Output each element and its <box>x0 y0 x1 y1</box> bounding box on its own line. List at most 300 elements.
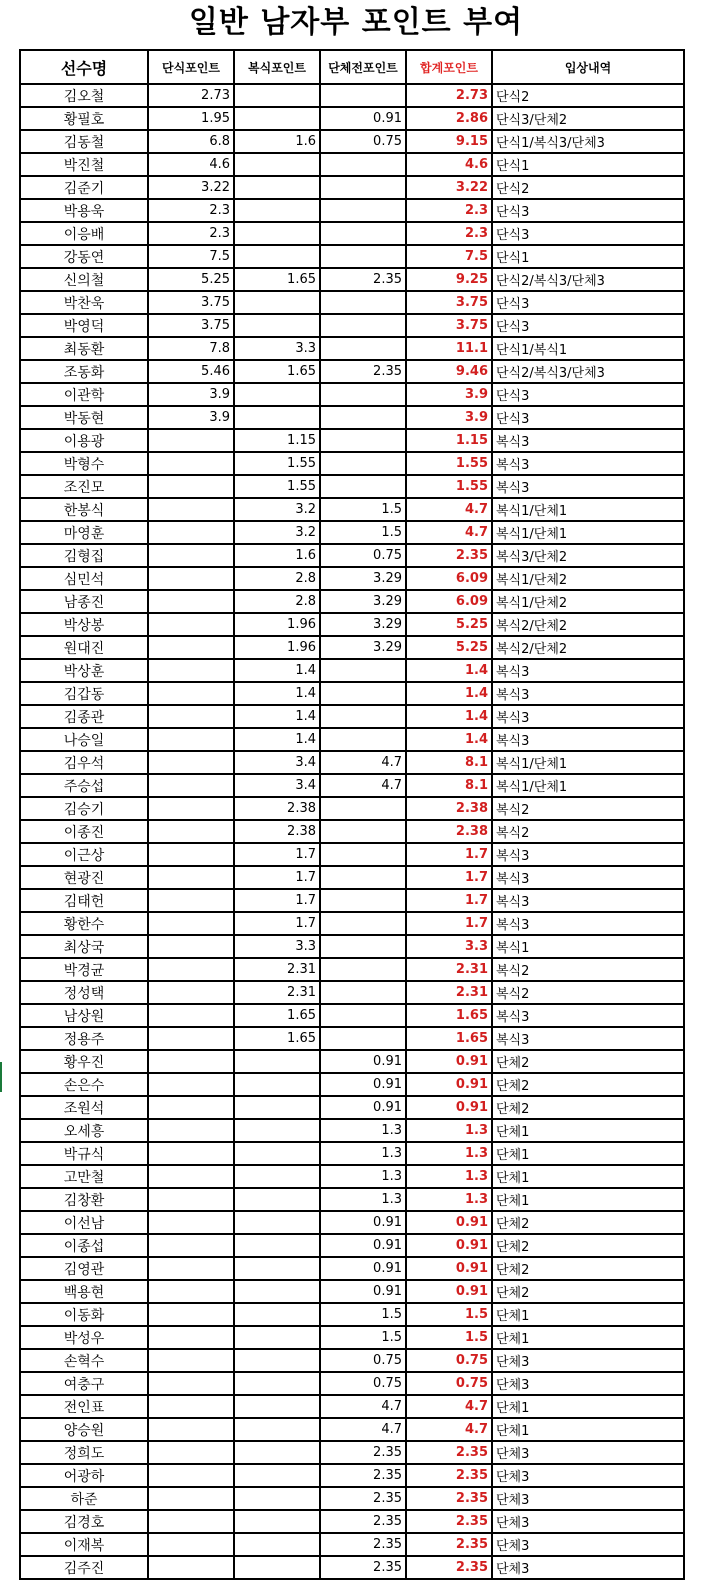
awards-cell: 단식3 <box>492 222 684 245</box>
team-points-cell <box>320 222 406 245</box>
table-row <box>20 107 684 130</box>
total-points-cell: 8.1 <box>406 774 492 797</box>
total-points-cell: 2.86 <box>406 107 492 130</box>
team-points-cell: 2.35 <box>320 1487 406 1510</box>
header-name: 선수명 <box>20 50 148 84</box>
total-points-cell: 2.35 <box>406 1533 492 1556</box>
team-points-cell: 3.29 <box>320 636 406 659</box>
total-points-cell: 2.35 <box>406 1510 492 1533</box>
player-name-cell: 이용광 <box>20 429 148 452</box>
total-points-cell: 2.31 <box>406 981 492 1004</box>
player-name-cell: 박상훈 <box>20 659 148 682</box>
team-points-cell: 2.35 <box>320 268 406 291</box>
awards-cell: 복식2/단체2 <box>492 613 684 636</box>
awards-cell: 복식3 <box>492 1027 684 1050</box>
doubles-points-cell <box>234 1510 320 1533</box>
player-name-cell: 김승기 <box>20 797 148 820</box>
singles-points-cell <box>148 498 234 521</box>
doubles-points-cell <box>234 1349 320 1372</box>
awards-cell: 복식3 <box>492 1004 684 1027</box>
table-row <box>20 176 684 199</box>
player-name-cell: 오세흥 <box>20 1119 148 1142</box>
table-row <box>20 1119 684 1142</box>
page-title: 일반 남자부 포인트 부여 <box>188 5 524 40</box>
doubles-points-cell <box>234 406 320 429</box>
total-points-cell: 4.7 <box>406 498 492 521</box>
singles-points-cell: 7.8 <box>148 337 234 360</box>
total-points-cell: 4.6 <box>406 153 492 176</box>
awards-cell: 복식2 <box>492 958 684 981</box>
table-row <box>20 475 684 498</box>
team-points-cell <box>320 981 406 1004</box>
player-name-cell: 정용주 <box>20 1027 148 1050</box>
awards-cell: 단체1 <box>492 1303 684 1326</box>
total-points-cell: 2.31 <box>406 958 492 981</box>
total-points-cell: 1.4 <box>406 705 492 728</box>
awards-cell: 단식3 <box>492 291 684 314</box>
table-row <box>20 1556 684 1579</box>
doubles-points-cell <box>234 383 320 406</box>
player-name-cell: 조진모 <box>20 475 148 498</box>
doubles-points-cell <box>234 1073 320 1096</box>
doubles-points-cell: 3.4 <box>234 774 320 797</box>
table-row <box>20 889 684 912</box>
singles-points-cell <box>148 774 234 797</box>
team-points-cell <box>320 383 406 406</box>
total-points-cell: 2.38 <box>406 820 492 843</box>
points-table <box>19 49 685 1580</box>
table-row <box>20 590 684 613</box>
table-row <box>20 1533 684 1556</box>
total-points-cell: 1.55 <box>406 475 492 498</box>
doubles-points-cell: 1.96 <box>234 636 320 659</box>
awards-cell: 단체1 <box>492 1119 684 1142</box>
doubles-points-cell: 1.55 <box>234 475 320 498</box>
table-row <box>20 1188 684 1211</box>
player-name-cell: 정성택 <box>20 981 148 1004</box>
total-points-cell: 1.55 <box>406 452 492 475</box>
total-points-cell: 0.75 <box>406 1349 492 1372</box>
singles-points-cell <box>148 728 234 751</box>
doubles-points-cell: 1.15 <box>234 429 320 452</box>
table-row <box>20 797 684 820</box>
team-points-cell: 0.91 <box>320 1257 406 1280</box>
total-points-cell: 4.7 <box>406 1418 492 1441</box>
table-row <box>20 245 684 268</box>
table-row <box>20 1280 684 1303</box>
team-points-cell <box>320 705 406 728</box>
doubles-points-cell <box>234 291 320 314</box>
doubles-points-cell <box>234 1188 320 1211</box>
total-points-cell: 3.3 <box>406 935 492 958</box>
table-row <box>20 958 684 981</box>
awards-cell: 복식2 <box>492 981 684 1004</box>
table-row <box>20 1165 684 1188</box>
total-points-cell: 0.91 <box>406 1257 492 1280</box>
singles-points-cell <box>148 1372 234 1395</box>
doubles-points-cell <box>234 1165 320 1188</box>
player-name-cell: 원대진 <box>20 636 148 659</box>
awards-cell: 단식2 <box>492 84 684 107</box>
awards-cell: 단체2 <box>492 1234 684 1257</box>
doubles-points-cell <box>234 1211 320 1234</box>
table-row <box>20 1004 684 1027</box>
team-points-cell <box>320 1027 406 1050</box>
singles-points-cell <box>148 1280 234 1303</box>
player-name-cell: 박형수 <box>20 452 148 475</box>
singles-points-cell <box>148 1211 234 1234</box>
awards-cell: 복식3 <box>492 866 684 889</box>
doubles-points-cell: 1.4 <box>234 682 320 705</box>
awards-cell: 단체2 <box>492 1073 684 1096</box>
total-points-cell: 2.35 <box>406 1441 492 1464</box>
team-points-cell <box>320 291 406 314</box>
team-points-cell: 1.3 <box>320 1165 406 1188</box>
team-points-cell: 0.75 <box>320 1372 406 1395</box>
awards-cell: 단식3 <box>492 383 684 406</box>
singles-points-cell <box>148 1165 234 1188</box>
total-points-cell: 1.3 <box>406 1142 492 1165</box>
singles-points-cell: 3.75 <box>148 314 234 337</box>
awards-cell: 단체2 <box>492 1211 684 1234</box>
total-points-cell: 3.75 <box>406 314 492 337</box>
table-row <box>20 728 684 751</box>
table-row <box>20 705 684 728</box>
player-name-cell: 마영훈 <box>20 521 148 544</box>
doubles-points-cell <box>234 176 320 199</box>
table-row <box>20 613 684 636</box>
doubles-points-cell <box>234 1533 320 1556</box>
awards-cell: 단체1 <box>492 1395 684 1418</box>
team-points-cell <box>320 153 406 176</box>
singles-points-cell <box>148 1326 234 1349</box>
singles-points-cell <box>148 889 234 912</box>
singles-points-cell <box>148 636 234 659</box>
player-name-cell: 하준 <box>20 1487 148 1510</box>
singles-points-cell <box>148 1533 234 1556</box>
doubles-points-cell: 1.7 <box>234 866 320 889</box>
table-row <box>20 820 684 843</box>
table-row <box>20 1257 684 1280</box>
player-name-cell: 정희도 <box>20 1441 148 1464</box>
team-points-cell: 3.29 <box>320 613 406 636</box>
player-name-cell: 신의철 <box>20 268 148 291</box>
total-points-cell: 3.9 <box>406 383 492 406</box>
team-points-cell <box>320 84 406 107</box>
singles-points-cell <box>148 682 234 705</box>
doubles-points-cell <box>234 1280 320 1303</box>
total-points-cell: 0.91 <box>406 1280 492 1303</box>
singles-points-cell <box>148 843 234 866</box>
team-points-cell <box>320 1004 406 1027</box>
team-points-cell: 1.3 <box>320 1119 406 1142</box>
singles-points-cell <box>148 705 234 728</box>
player-name-cell: 이종섭 <box>20 1234 148 1257</box>
team-points-cell: 0.91 <box>320 1073 406 1096</box>
player-name-cell: 조동화 <box>20 360 148 383</box>
table-row <box>20 1096 684 1119</box>
table-row <box>20 1234 684 1257</box>
table-row <box>20 199 684 222</box>
player-name-cell: 고만철 <box>20 1165 148 1188</box>
player-name-cell: 박용욱 <box>20 199 148 222</box>
team-points-cell <box>320 245 406 268</box>
awards-cell: 단체3 <box>492 1533 684 1556</box>
player-name-cell: 김종관 <box>20 705 148 728</box>
team-points-cell <box>320 314 406 337</box>
team-points-cell: 2.35 <box>320 1441 406 1464</box>
awards-cell: 단식1/복식1 <box>492 337 684 360</box>
singles-points-cell <box>148 1050 234 1073</box>
singles-points-cell <box>148 1027 234 1050</box>
awards-cell: 복식1/단체1 <box>492 774 684 797</box>
total-points-cell: 3.75 <box>406 291 492 314</box>
team-points-cell: 3.29 <box>320 590 406 613</box>
singles-points-cell: 3.75 <box>148 291 234 314</box>
doubles-points-cell: 2.8 <box>234 590 320 613</box>
total-points-cell: 11.1 <box>406 337 492 360</box>
team-points-cell <box>320 958 406 981</box>
singles-points-cell <box>148 1487 234 1510</box>
table-row <box>20 1372 684 1395</box>
player-name-cell: 심민석 <box>20 567 148 590</box>
awards-cell: 복식1/단체2 <box>492 567 684 590</box>
table-row <box>20 567 684 590</box>
player-name-cell: 주승섭 <box>20 774 148 797</box>
total-points-cell: 6.09 <box>406 567 492 590</box>
player-name-cell: 어광하 <box>20 1464 148 1487</box>
awards-cell: 복식1/단체1 <box>492 521 684 544</box>
player-name-cell: 김우석 <box>20 751 148 774</box>
player-name-cell: 박규식 <box>20 1142 148 1165</box>
team-points-cell: 2.35 <box>320 1533 406 1556</box>
team-points-cell <box>320 475 406 498</box>
singles-points-cell <box>148 958 234 981</box>
table-row <box>20 935 684 958</box>
total-points-cell: 1.3 <box>406 1188 492 1211</box>
team-points-cell: 1.5 <box>320 1326 406 1349</box>
awards-cell: 복식2/단체2 <box>492 636 684 659</box>
table-row <box>20 659 684 682</box>
team-points-cell <box>320 429 406 452</box>
singles-points-cell: 5.46 <box>148 360 234 383</box>
doubles-points-cell <box>234 1487 320 1510</box>
awards-cell: 복식3 <box>492 475 684 498</box>
doubles-points-cell <box>234 1556 320 1579</box>
singles-points-cell: 2.3 <box>148 222 234 245</box>
singles-points-cell <box>148 866 234 889</box>
table-row <box>20 429 684 452</box>
doubles-points-cell: 1.4 <box>234 659 320 682</box>
table-row <box>20 1510 684 1533</box>
singles-points-cell <box>148 981 234 1004</box>
doubles-points-cell: 1.96 <box>234 613 320 636</box>
table-row <box>20 1418 684 1441</box>
player-name-cell: 황우진 <box>20 1050 148 1073</box>
player-name-cell: 김동철 <box>20 130 148 153</box>
doubles-points-cell <box>234 314 320 337</box>
player-name-cell: 전인표 <box>20 1395 148 1418</box>
awards-cell: 단체3 <box>492 1372 684 1395</box>
doubles-points-cell <box>234 245 320 268</box>
table-row <box>20 1050 684 1073</box>
doubles-points-cell: 2.31 <box>234 981 320 1004</box>
singles-points-cell <box>148 1004 234 1027</box>
player-name-cell: 김태헌 <box>20 889 148 912</box>
team-points-cell: 0.91 <box>320 107 406 130</box>
doubles-points-cell <box>234 1326 320 1349</box>
total-points-cell: 1.5 <box>406 1326 492 1349</box>
team-points-cell: 1.3 <box>320 1142 406 1165</box>
singles-points-cell <box>148 1395 234 1418</box>
singles-points-cell <box>148 1464 234 1487</box>
player-name-cell: 이응배 <box>20 222 148 245</box>
singles-points-cell <box>148 1418 234 1441</box>
singles-points-cell <box>148 1234 234 1257</box>
doubles-points-cell <box>234 1464 320 1487</box>
singles-points-cell <box>148 1188 234 1211</box>
total-points-cell: 2.73 <box>406 84 492 107</box>
player-name-cell: 현광진 <box>20 866 148 889</box>
table-row <box>20 1073 684 1096</box>
team-points-cell: 0.91 <box>320 1050 406 1073</box>
team-points-cell: 0.75 <box>320 130 406 153</box>
singles-points-cell: 3.9 <box>148 383 234 406</box>
team-points-cell: 4.7 <box>320 1418 406 1441</box>
singles-points-cell: 4.6 <box>148 153 234 176</box>
awards-cell: 단체3 <box>492 1487 684 1510</box>
team-points-cell <box>320 912 406 935</box>
awards-cell: 단체3 <box>492 1464 684 1487</box>
team-points-cell: 0.91 <box>320 1234 406 1257</box>
table-row <box>20 337 684 360</box>
table-row <box>20 1464 684 1487</box>
singles-points-cell: 7.5 <box>148 245 234 268</box>
singles-points-cell <box>148 429 234 452</box>
doubles-points-cell <box>234 1050 320 1073</box>
awards-cell: 복식3 <box>492 452 684 475</box>
doubles-points-cell <box>234 1418 320 1441</box>
total-points-cell: 1.15 <box>406 429 492 452</box>
doubles-points-cell: 2.8 <box>234 567 320 590</box>
team-points-cell <box>320 659 406 682</box>
awards-cell: 단체1 <box>492 1188 684 1211</box>
table-row <box>20 1142 684 1165</box>
team-points-cell: 2.35 <box>320 360 406 383</box>
awards-cell: 단체3 <box>492 1349 684 1372</box>
player-name-cell: 양승원 <box>20 1418 148 1441</box>
awards-cell: 단체2 <box>492 1096 684 1119</box>
table-row <box>20 843 684 866</box>
doubles-points-cell <box>234 107 320 130</box>
player-name-cell: 이동화 <box>20 1303 148 1326</box>
doubles-points-cell: 1.7 <box>234 889 320 912</box>
singles-points-cell: 3.9 <box>148 406 234 429</box>
table-row <box>20 751 684 774</box>
player-name-cell: 백용현 <box>20 1280 148 1303</box>
doubles-points-cell <box>234 1257 320 1280</box>
team-points-cell: 0.75 <box>320 1349 406 1372</box>
doubles-points-cell <box>234 1395 320 1418</box>
player-name-cell: 박진철 <box>20 153 148 176</box>
team-points-cell <box>320 728 406 751</box>
singles-points-cell <box>148 613 234 636</box>
player-name-cell: 김경호 <box>20 1510 148 1533</box>
total-points-cell: 1.4 <box>406 682 492 705</box>
total-points-cell: 0.91 <box>406 1073 492 1096</box>
table-row <box>20 383 684 406</box>
awards-cell: 복식1/단체1 <box>492 498 684 521</box>
header-singles: 단식포인트 <box>148 50 234 84</box>
awards-cell: 단체1 <box>492 1142 684 1165</box>
table-row <box>20 1441 684 1464</box>
singles-points-cell <box>148 521 234 544</box>
total-points-cell: 0.91 <box>406 1050 492 1073</box>
table-row <box>20 1326 684 1349</box>
team-points-cell <box>320 682 406 705</box>
total-points-cell: 1.65 <box>406 1004 492 1027</box>
table-row <box>20 521 684 544</box>
table-row <box>20 866 684 889</box>
total-points-cell: 2.3 <box>406 222 492 245</box>
team-points-cell: 4.7 <box>320 1395 406 1418</box>
doubles-points-cell <box>234 1142 320 1165</box>
player-name-cell: 김갑동 <box>20 682 148 705</box>
doubles-points-cell: 1.65 <box>234 1004 320 1027</box>
doubles-points-cell: 3.3 <box>234 935 320 958</box>
awards-cell: 복식3 <box>492 912 684 935</box>
team-points-cell <box>320 452 406 475</box>
player-name-cell: 김창환 <box>20 1188 148 1211</box>
header-doubles: 복식포인트 <box>234 50 320 84</box>
total-points-cell: 1.3 <box>406 1165 492 1188</box>
player-name-cell: 조원석 <box>20 1096 148 1119</box>
doubles-points-cell <box>234 1119 320 1142</box>
awards-cell: 단체2 <box>492 1280 684 1303</box>
player-name-cell: 남종진 <box>20 590 148 613</box>
singles-points-cell <box>148 912 234 935</box>
awards-cell: 단체3 <box>492 1556 684 1579</box>
total-points-cell: 0.91 <box>406 1234 492 1257</box>
player-name-cell: 손혁수 <box>20 1349 148 1372</box>
team-points-cell: 0.91 <box>320 1211 406 1234</box>
table-row <box>20 1027 684 1050</box>
team-points-cell: 4.7 <box>320 774 406 797</box>
player-name-cell: 최상국 <box>20 935 148 958</box>
awards-cell: 단식2/복식3/단체3 <box>492 268 684 291</box>
total-points-cell: 3.9 <box>406 406 492 429</box>
team-points-cell <box>320 199 406 222</box>
awards-cell: 단체2 <box>492 1050 684 1073</box>
table-row <box>20 636 684 659</box>
singles-points-cell <box>148 820 234 843</box>
table-row <box>20 268 684 291</box>
player-name-cell: 손은수 <box>20 1073 148 1096</box>
total-points-cell: 2.35 <box>406 1556 492 1579</box>
player-name-cell: 남상원 <box>20 1004 148 1027</box>
player-name-cell: 나승일 <box>20 728 148 751</box>
team-points-cell <box>320 935 406 958</box>
total-points-cell: 9.25 <box>406 268 492 291</box>
doubles-points-cell <box>234 153 320 176</box>
doubles-points-cell: 2.38 <box>234 797 320 820</box>
player-name-cell: 황한수 <box>20 912 148 935</box>
awards-cell: 복식3/단체2 <box>492 544 684 567</box>
singles-points-cell <box>148 797 234 820</box>
awards-cell: 복식1 <box>492 935 684 958</box>
total-points-cell: 2.35 <box>406 544 492 567</box>
player-name-cell: 김준기 <box>20 176 148 199</box>
